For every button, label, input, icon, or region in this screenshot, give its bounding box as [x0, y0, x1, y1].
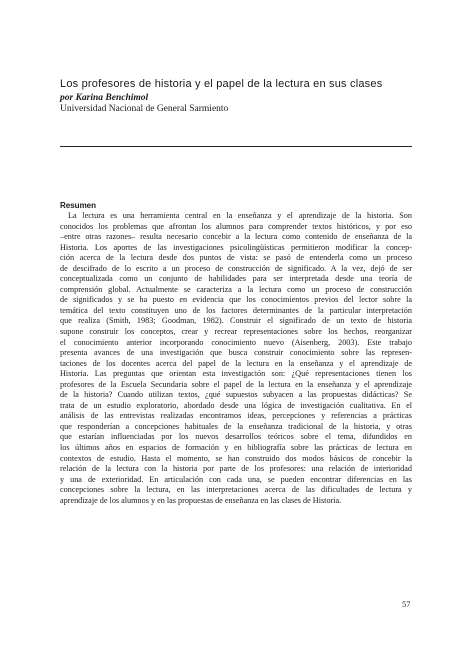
abstract-line: comprensión global. Actualmente se caracteriza a la lectura como un proceso de construcción: [60, 284, 412, 294]
abstract-line: y una de exterioridad. En articulación con cada una, se pueden encontrar diferencias en las: [60, 474, 412, 484]
abstract-line: Historia. Los aportes de las investigaciones psicolingüísticas permitieron modificar la concep-: [60, 242, 412, 252]
abstract-line: de la historia? Cuando utilizan textos, ¿qué supuestos subyacen a las propuestas didácticas? Se: [60, 390, 412, 400]
abstract-line: los últimos años en espacios de formación y en bibliografía sobre las prácticas de lectura en: [60, 443, 412, 453]
abstract-line: concepciones sobre la lectura, en las interpretaciones acerca de las dificultades de lectura y: [60, 485, 412, 495]
abstract-line: Historia. Las preguntas que orientan esta investigación son: ¿Qué representaciones tienen los: [60, 369, 412, 379]
article-title: Los profesores de historia y el papel de la lectura en sus clases: [60, 78, 383, 90]
abstract-line: profesores de la Escuela Secundaria sobre el papel de la lectura en la enseñanza y el aprendizaje: [60, 379, 412, 389]
abstract-line: aprendizaje de los alumnos y en las propuestas de enseñanza en las clases de Historia.: [60, 495, 342, 505]
abstract-line: de descifrado de lo escrito a un proceso de construcción de significado. A la vez, dejó de ser: [60, 263, 412, 273]
abstract-line: conceptualizada como un conjunto de habilidades para ser interpretada desde una teoría de: [60, 274, 412, 284]
abstract-line: conocidos los problemas que afrontan los alumnos para comprender textos históricos, y por eso: [60, 221, 412, 231]
abstract-body: [60, 211, 412, 506]
abstract-line: supone construir los conceptos, crear y recrear representaciones sobre los hechos, reorganizar: [60, 327, 412, 337]
abstract-line: taciones de los docentes acerca del papel de la lectura en la enseñanza y el aprendizaje de: [60, 358, 412, 368]
article-author: por Karina Benchimol: [60, 93, 149, 103]
abstract-line: análisis de las entrevistas realizadas encontramos ideas, percepciones y referencias a prácticas: [60, 411, 412, 421]
abstract-line: que realiza (Smith, 1983; Goodman, 1982). Construir el significado de un texto de historia: [60, 316, 412, 326]
abstract-heading: Resumen: [60, 201, 97, 210]
page-number: 57: [402, 599, 411, 609]
abstract-line: que estarían influenciadas por los nuevos desarrollos teóricos sobre el tema, difundidos en: [60, 432, 412, 442]
abstract-line: –entre otras razones– resulta necesario concebir a la lectura como contenido de enseñanza de la: [60, 232, 412, 242]
author-affiliation: Universidad Nacional de General Sarmiento: [60, 104, 229, 114]
abstract-line: relación de la lectura con la historia por parte de los profesores: una relación de interioridad: [60, 464, 412, 474]
abstract-line: que responderían a concepciones habituales de la enseñanza tradicional de la historia, y otras: [60, 421, 412, 431]
header-divider: [60, 146, 412, 147]
abstract-line: trata de un estudio exploratorio, abordado desde una lógica de investigación cualitativa. En el: [60, 400, 412, 410]
abstract-line: ción acerca de la lectura desde dos puntos de vista: se pasó de entenderla como un proceso: [60, 253, 412, 263]
abstract-line: de significados y se ha puesto en evidencia que los conocimientos previos del lector sobre la: [60, 295, 412, 305]
abstract-line: La lectura es una herramienta central en la enseñanza y el aprendizaje de la historia. Son: [68, 211, 412, 220]
abstract-line: contextos de estudio. Hasta el momento, se han construido dos modos básicos de concebir la: [60, 453, 412, 463]
abstract-line: presenta avances de una investigación que busca construir conocimiento sobre las represen-: [60, 348, 412, 358]
abstract-line: el conocimiento anterior incorporando conocimiento nuevo (Aisenberg, 2003). Este trabajo: [60, 337, 412, 347]
abstract-line: temática del texto constituyen uno de los factores determinantes de la particular interpretación: [60, 305, 412, 315]
